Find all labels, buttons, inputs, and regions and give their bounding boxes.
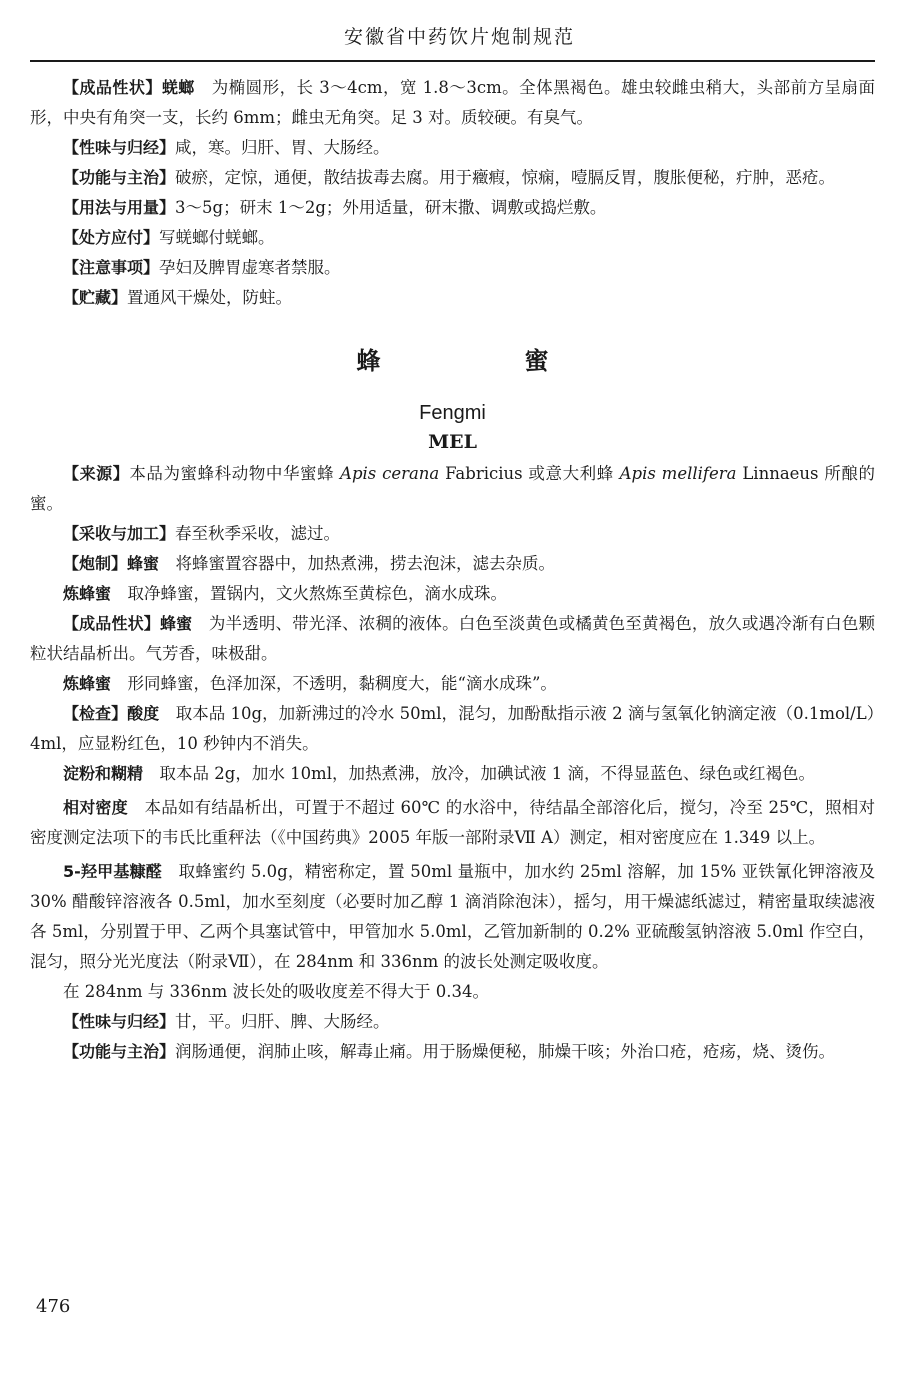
section-label: 【贮藏】: [63, 288, 128, 307]
paragraph-text: 本品为蜜蜂科动物中华蜜蜂: [129, 464, 341, 483]
paragraph-prescription: [30, 223, 875, 253]
paragraph-usage: [30, 193, 875, 223]
entry-title: 蜂 蜜: [356, 346, 609, 375]
section-label: 【注意事项】: [63, 258, 160, 277]
paragraph-text: 在 284nm 与 336nm 波长处的吸收度差不得大于 0.34。: [63, 982, 489, 1001]
paragraph-character-refined: [30, 669, 875, 699]
section-label: 【功能与主治】: [63, 168, 176, 187]
sub-label: 酸度: [127, 704, 160, 723]
sub-label: 炼蜂蜜: [63, 674, 112, 693]
species-name: Apis mellifera: [619, 464, 737, 483]
section-label: 【用法与用量】: [63, 198, 176, 217]
paragraph-refined: [30, 579, 875, 609]
section-label: 【炮制】: [63, 554, 128, 573]
sub-label: 炼蜂蜜: [63, 584, 112, 603]
sub-label: 相对密度: [63, 798, 128, 817]
entry-pinyin: Fengmi: [419, 402, 486, 424]
section-label: 【性味与归经】: [63, 138, 176, 157]
paragraph-check-hmf: [30, 857, 875, 977]
paragraph-text: 3～5g；研末 1～2g；外用适量，研末撒、调敷或捣烂敷。: [175, 198, 607, 217]
paragraph-taste: [30, 133, 875, 163]
paragraph-process: [30, 549, 875, 579]
page-body: [30, 73, 875, 1067]
species-name: Apis cerana: [340, 464, 440, 483]
sub-label: 蜣螂: [161, 78, 195, 97]
paragraph-text: Linnaeus 所酿的蜜。: [30, 464, 875, 513]
paragraph-text: 为椭圆形，长 3～4cm，宽 1.8～3cm。全体黑褐色。雄虫较雌虫稍大，头部前方呈扇面形，中央有角突一支，长约 6mm；雌虫无角突。足 3 对。质较硬。有臭气。: [30, 78, 875, 127]
section-label: 【采收与加工】: [63, 524, 176, 543]
paragraph-text: 润肠通便，润肺止咳，解毒止痛。用于肠燥便秘，肺燥干咳；外治口疮，疮疡，烧、烫伤。: [175, 1042, 836, 1061]
page-number: 476: [36, 1296, 71, 1317]
sub-label: 淀粉和糊精: [63, 764, 144, 783]
sub-label: 蜂蜜: [127, 554, 160, 573]
paragraph-character-qianglang: [30, 73, 875, 133]
paragraph-text: Fabricius 或意大利蜂: [439, 464, 620, 483]
paragraph-function-honey: [30, 1037, 875, 1067]
paragraph-text: 孕妇及脾胃虚寒者禁服。: [159, 258, 341, 277]
paragraph-text: 甘，平。归肝、脾、大肠经。: [175, 1012, 390, 1031]
paragraph-source: [30, 459, 875, 519]
paragraph-text: 为半透明、带光泽、浓稠的液体。白色至淡黄色或橘黄色至黄褐色，放久或遇冷渐有白色颗粒状结晶析出。气芳香，味极甜。: [30, 614, 875, 663]
paragraph-text: 春至秋季采收，滤过。: [175, 524, 341, 543]
section-label: 【处方应付】: [63, 228, 160, 247]
paragraph-text: 破瘀，定惊，通便，散结拔毒去腐。用于癥瘕，惊痫，噎膈反胃，腹胀便秘，疔肿，恶疮。: [175, 168, 836, 187]
section-label: 【成品性状】: [63, 614, 160, 633]
section-label: 【性味与归经】: [63, 1012, 176, 1031]
paragraph-character-honey: [30, 609, 875, 669]
paragraph-text: 咸，寒。归肝、胃、大肠经。: [175, 138, 390, 157]
paragraph-text: 本品如有结晶析出，可置于不超过 60℃ 的水浴中，待结晶全部溶化后，搅匀，冷至 25℃，照相对密度测定法项下的韦氏比重秤法（《中国药典》2005 年版一部附录Ⅶ A）测定，相对密度应在 1.349 以上。: [30, 798, 875, 847]
section-label: 【功能与主治】: [63, 1042, 176, 1061]
paragraph-caution: [30, 253, 875, 283]
section-label: 【成品性状】: [63, 78, 162, 97]
paragraph-check-hmf-limit: [30, 977, 875, 1007]
section-label: 【来源】: [63, 464, 130, 483]
paragraph-check-acidity: [30, 699, 875, 759]
paragraph-text: 取本品 10g，加新沸过的冷水 50ml，混匀，加酚酞指示液 2 滴与氢氧化钠滴定液（0.1mol/L）4ml，应显粉红色，10 秒钟内不消失。: [30, 704, 875, 753]
paragraph-taste-honey: [30, 1007, 875, 1037]
paragraph-check-density: [30, 793, 875, 853]
paragraph-storage: [30, 283, 875, 313]
paragraph-text: 取净蜂蜜，置锅内，文火熬炼至黄棕色，滴水成珠。: [111, 584, 508, 603]
paragraph-text: 形同蜂蜜，色泽加深，不透明，黏稠度大，能“滴水成珠”。: [111, 674, 557, 693]
paragraph-text: 取本品 2g，加水 10ml，加热煮沸，放冷，加碘试液 1 滴，不得显蓝色、绿色或红褐色。: [143, 764, 815, 783]
running-header: [30, 0, 875, 62]
sub-label: 5-羟甲基糠醛: [63, 862, 162, 881]
header-title: 安徽省中药饮片炮制规范: [343, 26, 575, 48]
paragraph-text: 写蜣螂付蜣螂。: [159, 228, 275, 247]
entry-latin-name: MEL: [428, 431, 477, 453]
paragraph-text: 置通风干燥处，防蛀。: [127, 288, 293, 307]
paragraph-harvest: [30, 519, 875, 549]
paragraph-function: [30, 163, 875, 193]
paragraph-text: 取蜂蜜约 5.0g，精密称定，置 50ml 量瓶中，加水约 25ml 溶解，加 15% 亚铁氰化钾溶液及 30% 醋酸锌溶液各 0.5ml，加水至刻度（必要时加乙醇 1 滴消除泡沫），摇匀，用干燥滤纸滤过，精密量取续滤液各 5ml，分别置于甲、乙两个具塞试管中，甲管加水 5.0ml，乙管加新制的 0.2% 亚硫酸氢钠溶液 5.0ml 作空白，混匀，照分光光度法（附录Ⅶ），在 284nm 和 336nm 的波长处测定吸收度。: [30, 862, 875, 971]
sub-label: 蜂蜜: [159, 614, 193, 633]
paragraph-text: 将蜂蜜置容器中，加热煮沸，捞去泡沫，滤去杂质。: [159, 554, 556, 573]
paragraph-check-starch: [30, 759, 875, 789]
section-label: 【检查】: [63, 704, 128, 723]
